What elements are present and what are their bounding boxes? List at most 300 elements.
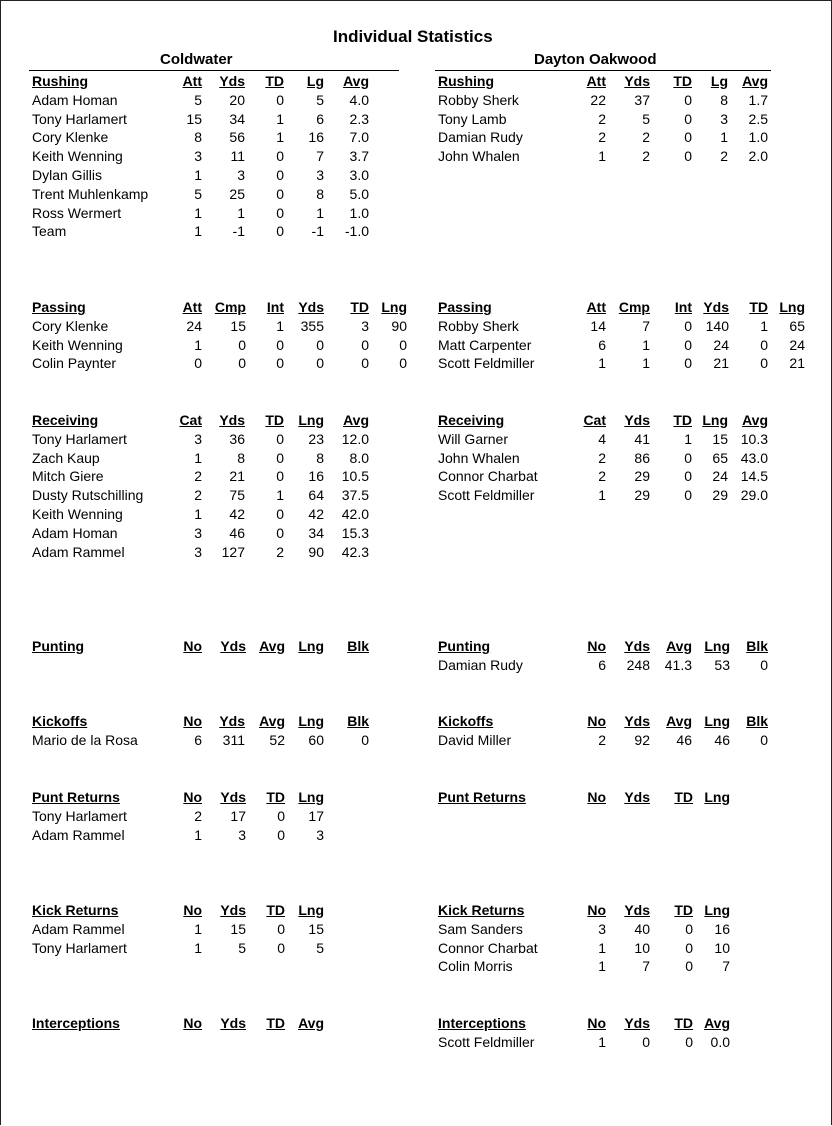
- away-passing-att-value: 14: [590, 317, 606, 334]
- home-punt-returns-yds-value: 17: [230, 807, 246, 824]
- away-passing-player-name: Scott Feldmiller: [438, 355, 535, 372]
- home-rushing-lg-value: 8: [316, 185, 324, 202]
- home-receiving-yds-value: 127: [221, 543, 245, 560]
- away-passing-td-value: 1: [760, 317, 768, 334]
- away-kickoffs-player-name: David Miller: [438, 731, 512, 748]
- away-punting-heading: Punting: [438, 638, 491, 654]
- home-rushing-lg-value: 3: [316, 167, 324, 183]
- away-receiving-yds-value: 86: [634, 449, 650, 466]
- home-rushing-att-value: 5: [194, 91, 202, 108]
- away-kick-returns-player-name: Connor Charbat: [438, 939, 538, 956]
- away-receiving-col-yds: Yds: [624, 412, 650, 428]
- away-receiving-yds-value: 29: [634, 468, 650, 485]
- home-receiving-avg-value: 8.0: [349, 449, 369, 466]
- away-interceptions-col-yds: Yds: [624, 1015, 650, 1031]
- home-receiving-lng-value: 23: [308, 430, 324, 447]
- home-kickoffs-col-yds: Yds: [219, 713, 245, 729]
- away-punting-col-no: No: [587, 638, 606, 654]
- home-rushing-player-name: Team: [32, 223, 67, 240]
- home-kick-returns-heading: Kick Returns: [32, 902, 119, 918]
- away-kickoffs-yds-value: 92: [634, 731, 650, 748]
- home-receiving-lng-value: 34: [308, 524, 324, 541]
- home-rushing-lg-value: 7: [316, 148, 324, 165]
- home-passing-cmp-value: 15: [230, 317, 246, 334]
- away-kick-returns-lng-value: 10: [714, 939, 730, 956]
- home-rushing-avg-value: 3.7: [349, 148, 369, 165]
- home-rushing-td-value: 1: [276, 110, 284, 127]
- away-receiving-player-name: Connor Charbat: [438, 468, 538, 485]
- home-passing-col-att: Att: [182, 299, 202, 315]
- away-passing-int-value: 0: [684, 355, 692, 372]
- home-receiving-col-yds: Yds: [219, 412, 245, 428]
- away-punt-returns-col-no: No: [587, 789, 606, 805]
- home-rushing-td-value: 0: [276, 91, 284, 108]
- away-rushing-yds-value: 5: [642, 110, 650, 127]
- home-rushing-col-td: TD: [265, 73, 284, 89]
- home-punt-returns-heading: Punt Returns: [32, 789, 120, 805]
- home-receiving-col-cat: Cat: [179, 412, 202, 428]
- home-kickoffs-heading: Kickoffs: [32, 713, 88, 729]
- home-receiving-player-name: Mitch Giere: [32, 468, 104, 485]
- away-receiving-td-value: 0: [684, 468, 692, 485]
- away-rushing-heading: Rushing: [438, 73, 494, 89]
- away-receiving-yds-value: 29: [634, 487, 650, 504]
- away-punt-returns-col-lng: Lng: [704, 789, 730, 805]
- away-receiving-lng-value: 29: [712, 487, 728, 504]
- away-passing-int-value: 0: [684, 336, 692, 353]
- away-passing-lng-value: 24: [789, 336, 805, 353]
- home-rushing-lg-value: -1: [311, 223, 324, 240]
- home-rushing-td-value: 0: [276, 223, 284, 240]
- away-kick-returns-col-yds: Yds: [624, 902, 650, 918]
- away-passing-yds-value: 24: [713, 336, 729, 353]
- away-kick-returns-col-td: TD: [674, 902, 693, 918]
- away-punting-col-yds: Yds: [624, 638, 650, 654]
- away-receiving-cat-value: 1: [598, 487, 606, 504]
- home-rushing-yds-value: 20: [229, 91, 245, 108]
- home-kickoffs-blk-value: 0: [361, 731, 369, 748]
- home-receiving-yds-value: 36: [229, 430, 245, 447]
- home-passing-cmp-value: 0: [238, 336, 246, 353]
- home-kick-returns-td-value: 0: [277, 939, 285, 956]
- home-interceptions-col-td: TD: [266, 1015, 285, 1031]
- home-kick-returns-col-no: No: [183, 902, 202, 918]
- away-interceptions-td-value: 0: [685, 1033, 693, 1050]
- away-rushing-player-name: Damian Rudy: [438, 129, 523, 146]
- home-punt-returns-lng-value: 17: [308, 807, 324, 824]
- home-receiving-avg-value: 42.0: [341, 506, 369, 522]
- away-kickoffs-blk-value: 0: [760, 731, 768, 748]
- home-rushing-avg-value: 3.0: [349, 167, 369, 183]
- away-passing-td-value: 0: [760, 336, 768, 353]
- home-rushing-att-value: 1: [194, 204, 202, 221]
- home-passing-lng-value: 0: [399, 336, 407, 353]
- away-kick-returns-col-no: No: [587, 902, 606, 918]
- home-passing-att-value: 0: [194, 355, 202, 372]
- away-interceptions-col-no: No: [587, 1015, 606, 1031]
- home-receiving-cat-value: 1: [194, 449, 202, 466]
- home-kickoffs-col-avg: Avg: [259, 713, 285, 729]
- home-passing-col-yds: Yds: [298, 299, 324, 315]
- home-receiving-lng-value: 64: [308, 487, 324, 504]
- away-receiving-col-avg: Avg: [742, 412, 768, 428]
- away-punting-col-blk: Blk: [746, 638, 768, 654]
- away-rushing-avg-value: 2.5: [748, 110, 768, 127]
- away-rushing-td-value: 0: [684, 129, 692, 146]
- home-receiving-heading: Receiving: [32, 412, 99, 428]
- home-kickoffs-lng-value: 60: [308, 731, 324, 748]
- away-kickoffs-col-yds: Yds: [624, 713, 650, 729]
- away-rushing-lg-value: 3: [720, 110, 728, 127]
- away-kick-returns-no-value: 3: [598, 920, 606, 937]
- away-receiving-player-name: John Whalen: [438, 449, 520, 466]
- home-punt-returns-col-td: TD: [266, 789, 285, 805]
- home-rushing-avg-value: 5.0: [349, 185, 369, 202]
- home-passing-int-value: 0: [276, 336, 284, 353]
- home-kick-returns-no-value: 1: [194, 939, 202, 956]
- away-kick-returns-td-value: 0: [685, 939, 693, 956]
- away-rushing-col-att: Att: [586, 73, 606, 89]
- away-punting-yds-value: 248: [626, 656, 650, 673]
- home-kickoffs-no-value: 6: [194, 731, 202, 748]
- home-punt-returns-no-value: 1: [194, 826, 202, 843]
- home-kick-returns-no-value: 1: [194, 920, 202, 937]
- home-interceptions-heading: Interceptions: [32, 1015, 120, 1031]
- home-kick-returns-player-name: Adam Rammel: [32, 920, 125, 937]
- home-kickoffs-yds-value: 311: [222, 731, 245, 748]
- home-rushing-player-name: Keith Wenning: [32, 148, 123, 165]
- away-passing-att-value: 1: [598, 355, 606, 372]
- home-kickoffs-col-lng: Lng: [298, 713, 324, 729]
- away-punt-returns-col-yds: Yds: [624, 789, 650, 805]
- away-rushing-att-value: 2: [598, 110, 606, 127]
- home-receiving-col-lng: Lng: [298, 412, 324, 428]
- home-kick-returns-lng-value: 5: [316, 939, 324, 956]
- away-rushing-avg-value: 1.0: [748, 129, 768, 146]
- away-passing-col-att: Att: [586, 299, 606, 315]
- away-receiving-cat-value: 2: [598, 449, 606, 466]
- home-rushing-att-value: 1: [194, 223, 202, 240]
- away-interceptions-col-avg: Avg: [704, 1015, 730, 1031]
- home-punting-col-lng: Lng: [298, 638, 324, 654]
- home-rushing-att-value: 8: [194, 129, 202, 146]
- home-rushing-player-name: Cory Klenke: [32, 129, 109, 146]
- away-passing-col-lng: Lng: [779, 299, 805, 315]
- away-kickoffs-col-no: No: [587, 713, 606, 729]
- away-punting-no-value: 6: [598, 656, 606, 673]
- home-rushing-td-value: 1: [276, 129, 284, 146]
- home-passing-col-cmp: Cmp: [214, 299, 246, 315]
- home-rushing-lg-value: 16: [308, 129, 324, 146]
- away-receiving-avg-value: 29.0: [740, 487, 768, 504]
- home-rushing-lg-value: 1: [316, 204, 324, 221]
- home-rushing-yds-value: 3: [237, 167, 245, 183]
- away-kickoffs-avg-value: 46: [676, 731, 692, 748]
- home-receiving-cat-value: 1: [194, 506, 202, 522]
- page-title: Individual Statistics: [333, 27, 493, 46]
- home-rushing-yds-value: 56: [229, 129, 245, 146]
- away-punt-returns-heading: Punt Returns: [438, 789, 526, 805]
- home-rushing-att-value: 15: [186, 110, 202, 127]
- away-interceptions-heading: Interceptions: [438, 1015, 526, 1031]
- away-receiving-col-td: TD: [673, 412, 692, 428]
- team-rule-home: [29, 70, 399, 71]
- home-rushing-td-value: 0: [276, 148, 284, 165]
- home-kick-returns-lng-value: 15: [308, 920, 324, 937]
- home-receiving-lng-value: 90: [308, 543, 324, 560]
- away-passing-player-name: Robby Sherk: [438, 317, 519, 334]
- away-rushing-yds-value: 2: [642, 129, 650, 146]
- home-rushing-yds-value: -1: [232, 223, 245, 240]
- home-rushing-yds-value: 34: [229, 110, 245, 127]
- home-kickoffs-player-name: Mario de la Rosa: [32, 731, 138, 748]
- home-receiving-yds-value: 42: [229, 506, 245, 522]
- home-passing-cmp-value: 0: [238, 355, 246, 372]
- home-rushing-player-name: Dylan Gillis: [32, 167, 103, 183]
- team-rule-away: [435, 70, 771, 71]
- away-rushing-lg-value: 1: [720, 129, 728, 146]
- away-interceptions-yds-value: 0: [642, 1033, 650, 1050]
- away-receiving-cat-value: 2: [598, 468, 606, 485]
- home-punting-col-avg: Avg: [259, 638, 285, 654]
- home-passing-player-name: Colin Paynter: [32, 355, 117, 372]
- home-punt-returns-lng-value: 3: [316, 826, 324, 843]
- home-punt-returns-td-value: 0: [277, 826, 285, 843]
- away-receiving-lng-value: 65: [712, 449, 728, 466]
- home-interceptions-col-avg: Avg: [298, 1015, 324, 1031]
- home-passing-int-value: 0: [276, 355, 284, 372]
- home-receiving-yds-value: 21: [229, 468, 245, 485]
- home-kick-returns-player-name: Tony Harlamert: [32, 939, 127, 956]
- away-receiving-player-name: Scott Feldmiller: [438, 487, 535, 504]
- away-kickoffs-heading: Kickoffs: [438, 713, 494, 729]
- home-punt-returns-col-no: No: [183, 789, 202, 805]
- home-receiving-player-name: Zach Kaup: [32, 449, 100, 466]
- home-rushing-player-name: Ross Wermert: [32, 204, 122, 221]
- away-passing-heading: Passing: [438, 299, 492, 315]
- away-rushing-col-avg: Avg: [742, 73, 768, 89]
- home-receiving-col-avg: Avg: [343, 412, 369, 428]
- home-passing-col-int: Int: [266, 299, 284, 315]
- away-rushing-player-name: John Whalen: [438, 148, 520, 165]
- away-kick-returns-no-value: 1: [598, 939, 606, 956]
- away-kick-returns-yds-value: 7: [642, 958, 650, 975]
- home-passing-td-value: 0: [361, 355, 369, 372]
- away-rushing-att-value: 1: [598, 148, 606, 165]
- away-passing-col-cmp: Cmp: [618, 299, 650, 315]
- home-receiving-player-name: Adam Homan: [32, 524, 118, 541]
- home-rushing-avg-value: 7.0: [349, 129, 369, 146]
- home-kickoffs-avg-value: 52: [269, 731, 285, 748]
- home-punting-col-no: No: [183, 638, 202, 654]
- home-receiving-avg-value: 12.0: [341, 430, 369, 447]
- home-rushing-avg-value: 2.3: [349, 110, 369, 127]
- away-receiving-lng-value: 24: [712, 468, 728, 485]
- away-kick-returns-no-value: 1: [598, 958, 606, 975]
- home-passing-lng-value: 0: [399, 355, 407, 372]
- away-rushing-col-lg: Lg: [710, 73, 728, 89]
- home-receiving-cat-value: 2: [194, 468, 202, 485]
- home-receiving-player-name: Tony Harlamert: [32, 430, 127, 447]
- away-receiving-col-cat: Cat: [583, 412, 606, 428]
- away-punting-player-name: Damian Rudy: [438, 656, 523, 673]
- away-passing-col-int: Int: [674, 299, 692, 315]
- home-receiving-td-value: 0: [276, 468, 284, 485]
- away-receiving-avg-value: 43.0: [740, 449, 768, 466]
- home-punt-returns-yds-value: 3: [238, 826, 246, 843]
- home-passing-td-value: 3: [361, 317, 369, 334]
- away-punting-lng-value: 53: [714, 656, 730, 673]
- home-receiving-player-name: Adam Rammel: [32, 543, 125, 560]
- away-rushing-avg-value: 1.7: [748, 91, 768, 108]
- home-passing-player-name: Cory Klenke: [32, 317, 109, 334]
- home-rushing-heading: Rushing: [32, 73, 88, 89]
- home-receiving-td-value: 2: [276, 543, 284, 560]
- home-passing-col-lng: Lng: [381, 299, 407, 315]
- home-receiving-player-name: Keith Wenning: [32, 506, 123, 522]
- away-passing-lng-value: 65: [789, 317, 805, 334]
- home-receiving-td-value: 0: [276, 506, 284, 522]
- away-receiving-lng-value: 15: [712, 430, 728, 447]
- away-rushing-lg-value: 2: [720, 148, 728, 165]
- home-punt-returns-player-name: Adam Rammel: [32, 826, 125, 843]
- away-kick-returns-lng-value: 16: [714, 920, 730, 937]
- away-receiving-yds-value: 41: [634, 430, 650, 447]
- home-passing-yds-value: 355: [300, 317, 324, 334]
- home-rushing-player-name: Tony Harlamert: [32, 110, 127, 127]
- away-punting-col-avg: Avg: [666, 638, 692, 654]
- home-rushing-player-name: Adam Homan: [32, 91, 118, 108]
- home-receiving-yds-value: 8: [237, 449, 245, 466]
- team-name-away: Dayton Oakwood: [534, 51, 657, 68]
- home-passing-player-name: Keith Wenning: [32, 336, 123, 353]
- home-punt-returns-player-name: Tony Harlamert: [32, 807, 127, 824]
- home-rushing-lg-value: 6: [316, 110, 324, 127]
- home-passing-col-td: TD: [350, 299, 369, 315]
- team-name-home: Coldwater: [160, 51, 233, 68]
- away-interceptions-no-value: 1: [598, 1033, 606, 1050]
- home-receiving-td-value: 0: [276, 449, 284, 466]
- home-passing-yds-value: 0: [316, 336, 324, 353]
- away-kickoffs-col-lng: Lng: [704, 713, 730, 729]
- away-passing-cmp-value: 1: [642, 336, 650, 353]
- home-passing-int-value: 1: [276, 317, 284, 334]
- home-rushing-col-att: Att: [182, 73, 202, 89]
- home-passing-att-value: 24: [186, 317, 202, 334]
- home-passing-yds-value: 0: [316, 355, 324, 372]
- away-kick-returns-col-lng: Lng: [704, 902, 730, 918]
- away-receiving-avg-value: 14.5: [740, 468, 768, 485]
- away-punt-returns-col-td: TD: [674, 789, 693, 805]
- away-receiving-td-value: 1: [684, 430, 692, 447]
- away-kick-returns-yds-value: 40: [634, 920, 650, 937]
- home-receiving-lng-value: 8: [316, 449, 324, 466]
- away-rushing-col-yds: Yds: [624, 73, 650, 89]
- away-passing-int-value: 0: [684, 317, 692, 334]
- home-kick-returns-yds-value: 5: [238, 939, 246, 956]
- away-rushing-att-value: 2: [598, 129, 606, 146]
- home-rushing-att-value: 5: [194, 185, 202, 202]
- away-receiving-td-value: 0: [684, 487, 692, 504]
- home-punt-returns-td-value: 0: [277, 807, 285, 824]
- home-passing-lng-value: 90: [391, 317, 407, 334]
- home-punting-heading: Punting: [32, 638, 85, 654]
- home-kickoffs-col-blk: Blk: [347, 713, 369, 729]
- away-receiving-player-name: Will Garner: [438, 430, 509, 447]
- home-receiving-lng-value: 16: [308, 468, 324, 485]
- away-receiving-cat-value: 4: [598, 430, 606, 447]
- home-rushing-yds-value: 25: [229, 185, 245, 202]
- home-receiving-td-value: 0: [276, 524, 284, 541]
- home-rushing-player-name: Trent Muhlenkamp: [32, 185, 149, 202]
- home-punt-returns-col-lng: Lng: [298, 789, 324, 805]
- away-passing-td-value: 0: [760, 355, 768, 372]
- home-rushing-td-value: 0: [276, 204, 284, 221]
- home-kick-returns-yds-value: 15: [230, 920, 246, 937]
- home-rushing-col-yds: Yds: [219, 73, 245, 89]
- home-receiving-player-name: Dusty Rutschilling: [32, 487, 144, 504]
- home-receiving-lng-value: 42: [308, 506, 324, 522]
- home-receiving-avg-value: 37.5: [341, 487, 369, 504]
- home-rushing-avg-value: -1.0: [344, 223, 369, 240]
- home-interceptions-col-no: No: [183, 1015, 202, 1031]
- away-kickoffs-lng-value: 46: [714, 731, 730, 748]
- home-receiving-cat-value: 2: [194, 487, 202, 504]
- home-kickoffs-col-no: No: [183, 713, 202, 729]
- away-punting-blk-value: 0: [760, 656, 768, 673]
- away-rushing-lg-value: 8: [720, 91, 728, 108]
- away-passing-lng-value: 21: [789, 355, 805, 372]
- away-kick-returns-lng-value: 7: [722, 958, 730, 975]
- home-receiving-yds-value: 75: [229, 487, 245, 504]
- away-kickoffs-no-value: 2: [598, 731, 606, 748]
- away-passing-player-name: Matt Carpenter: [438, 336, 532, 353]
- away-receiving-avg-value: 10.3: [740, 430, 768, 447]
- home-rushing-lg-value: 5: [316, 91, 324, 108]
- home-rushing-avg-value: 4.0: [349, 91, 369, 108]
- home-rushing-avg-value: 1.0: [349, 204, 369, 221]
- home-punting-col-yds: Yds: [220, 638, 246, 654]
- away-receiving-heading: Receiving: [438, 412, 505, 428]
- home-punt-returns-no-value: 2: [194, 807, 202, 824]
- home-receiving-yds-value: 46: [229, 524, 245, 541]
- away-passing-cmp-value: 7: [642, 317, 650, 334]
- away-rushing-avg-value: 2.0: [748, 148, 768, 165]
- away-interceptions-avg-value: 0.0: [710, 1033, 730, 1050]
- home-rushing-td-value: 0: [276, 185, 284, 202]
- away-punting-col-lng: Lng: [704, 638, 730, 654]
- home-passing-td-value: 0: [361, 336, 369, 353]
- home-kick-returns-col-lng: Lng: [298, 902, 324, 918]
- home-receiving-avg-value: 42.3: [341, 543, 369, 560]
- away-kickoffs-col-avg: Avg: [666, 713, 692, 729]
- away-rushing-player-name: Robby Sherk: [438, 91, 519, 108]
- away-rushing-col-td: TD: [673, 73, 692, 89]
- away-passing-yds-value: 21: [713, 355, 729, 372]
- away-rushing-yds-value: 2: [642, 148, 650, 165]
- home-rushing-col-lg: Lg: [306, 73, 324, 89]
- home-punting-col-blk: Blk: [347, 638, 369, 654]
- home-punt-returns-col-yds: Yds: [220, 789, 246, 805]
- home-rushing-yds-value: 1: [237, 204, 245, 221]
- home-passing-heading: Passing: [32, 299, 86, 315]
- home-rushing-td-value: 0: [276, 167, 284, 183]
- away-passing-yds-value: 140: [705, 317, 729, 334]
- away-interceptions-col-td: TD: [674, 1015, 693, 1031]
- home-receiving-avg-value: 15.3: [341, 524, 369, 541]
- away-rushing-player-name: Tony Lamb: [438, 110, 507, 127]
- home-receiving-td-value: 0: [276, 430, 284, 447]
